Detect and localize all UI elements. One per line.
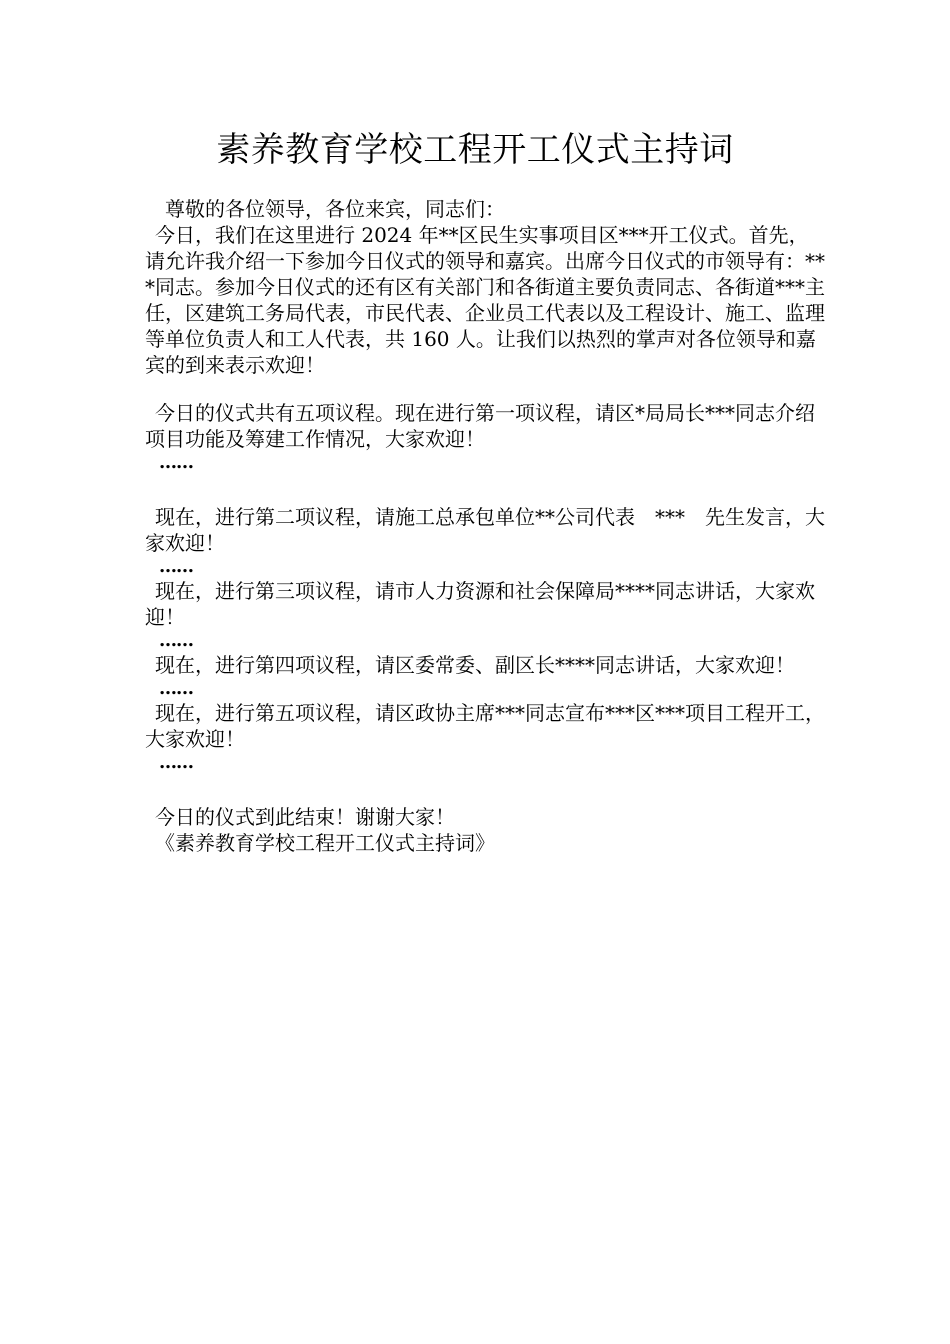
ellipsis: …… bbox=[159, 678, 193, 699]
ellipsis: …… bbox=[159, 752, 193, 773]
agenda-item-2-paragraph: 现在，进行第二项议程，请施工总承包单位**公司代表 *** 先生发言，大家欢迎！ bbox=[145, 505, 825, 555]
intro-paragraph: 今日，我们在这里进行 2024 年**区民生实事项目区***开工仪式。首先，请允许我介绍一下参加今日仪式的领导和嘉宾。出席今日仪式的市领导有：***同志。参加今日仪式的还有区有关部门和各街道主要负责同志、各街道***主任，区建筑工务局代表，市民代表、企业员工代表以及工程设计、施工、监理等单位负责人和工人代表，共 160 人。让我们以热烈的掌声对各位领导和嘉宾的到来表示欢迎！ bbox=[145, 223, 825, 377]
spacer bbox=[145, 378, 825, 400]
agenda-item-4-paragraph: 现在，进行第四项议程，请区委常委、副区长****同志讲话，大家欢迎！ bbox=[155, 653, 795, 677]
spacer bbox=[145, 774, 825, 804]
document-title: 素养教育学校工程开工仪式主持词 bbox=[216, 130, 734, 170]
closing-paragraph: 今日的仪式到此结束！谢谢大家！ bbox=[155, 805, 455, 829]
ellipsis: …… bbox=[159, 452, 193, 473]
ellipsis: …… bbox=[159, 556, 193, 577]
spacer bbox=[145, 474, 825, 504]
document-body bbox=[145, 196, 825, 856]
agenda-item-3-paragraph: 现在，进行第三项议程，请市人力资源和社会保障局****同志讲话，大家欢迎！ bbox=[145, 579, 815, 629]
footer-title: 《素养教育学校工程开工仪式主持词》 bbox=[155, 831, 495, 855]
agenda-item-5-paragraph: 现在，进行第五项议程，请区政协主席***同志宣布***区***项目工程开工，大家欢迎！ bbox=[145, 701, 825, 751]
agenda-item-1-paragraph: 今日的仪式共有五项议程。现在进行第一项议程，请区*局局长***同志介绍项目功能及筹建工作情况，大家欢迎！ bbox=[145, 401, 815, 451]
greeting-paragraph: 尊敬的各位领导，各位来宾，同志们： bbox=[165, 197, 505, 221]
ellipsis: …… bbox=[159, 630, 193, 651]
